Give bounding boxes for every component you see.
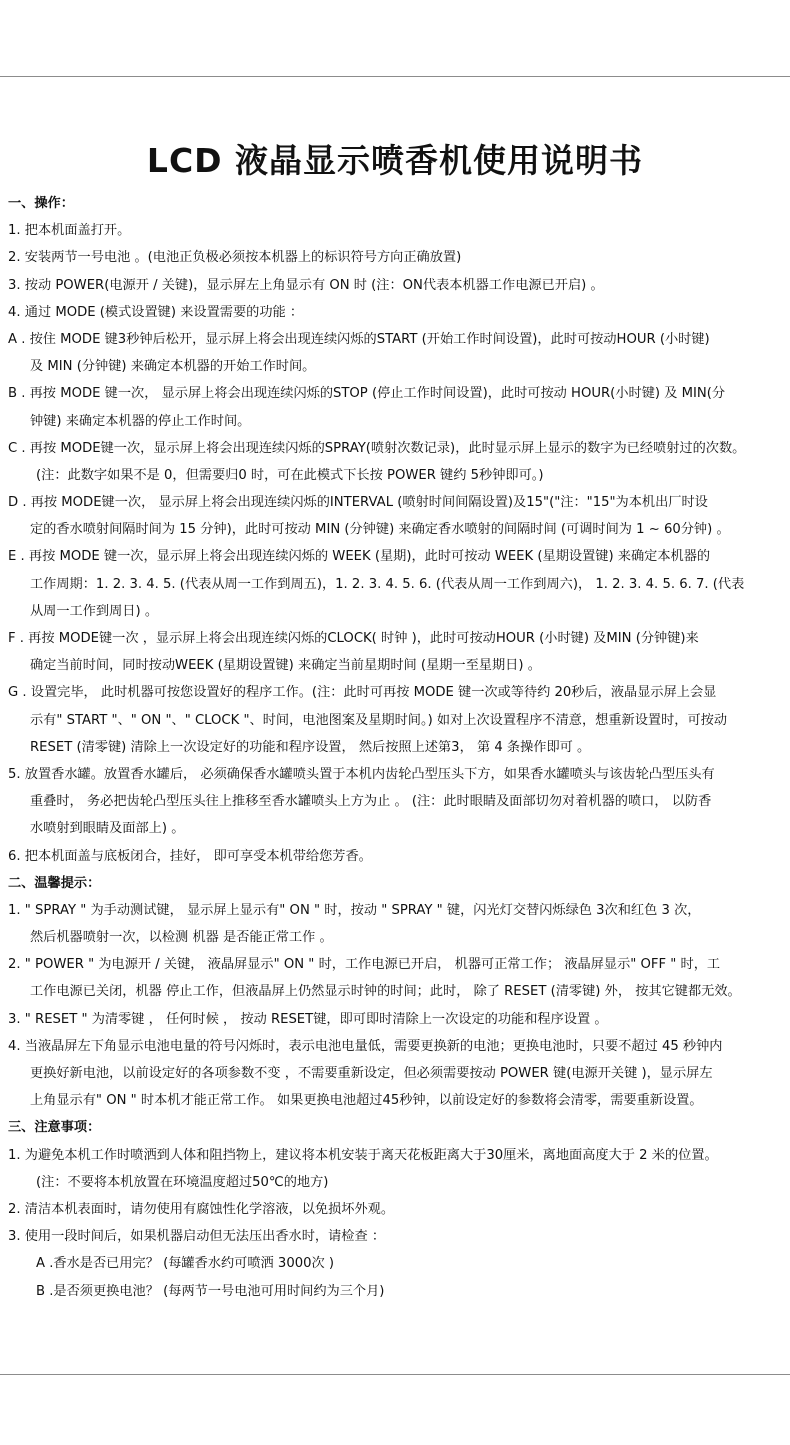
top-divider [0, 76, 790, 77]
instruction-continuation: 然后机器喷射一次，以检测 机器 是否能正常工作 。 [30, 930, 333, 946]
instruction-line: 2. 清洁本机表面时，请勿使用有腐蚀性化学溶液，以免损坏外观。 [8, 1201, 395, 1217]
instruction-line: 1. " SPRAY " 为手动测试键， 显示屏上显示有" ON " 时，按动 " SPRAY " 键，闪光灯交替闪烁绿色 3次和红色 3 次， [8, 902, 701, 918]
instruction-line: 4. 通过 MODE (模式设置键) 来设置需要的功能 ： [8, 304, 304, 320]
section-heading: 三、注意事项： [8, 1120, 101, 1136]
instruction-note: A .香水是否已用完？ (每罐香水约可喷洒 3000次 ) [36, 1256, 335, 1272]
instruction-continuation: 确定当前时间，同时按动WEEK (星期设置键) 来确定当前星期时间 (星期一至星期日) 。 [30, 658, 541, 674]
instruction-line: 3. 按动 POWER(电源开 / 关键)，显示屏左上角显示有 ON 时 (注：ON代表本机器工作电源已开启) 。 [8, 277, 604, 293]
instruction-line: 3. " RESET " 为清零键 ， 任何时候 ， 按动 RESET键，即可即时清除上一次设定的功能和程序设置 。 [8, 1011, 608, 1027]
instruction-line: 6. 把本机面盖与底板闭合，挂好， 即可享受本机带给您芳香。 [8, 848, 372, 864]
instruction-continuation: 更换好新电池，以前设定好的各项参数不变 ，不需要重新设定，但必须需要按动 POWER 键(电源开关键 )，显示屏左 [30, 1066, 713, 1081]
instruction-note: B .是否须更换电池？ (每两节一号电池可用时间约为三个月) [36, 1283, 385, 1299]
instruction-note: (注：不要将本机放置在环境温度超过50℃的地方) [36, 1174, 329, 1190]
instruction-continuation: RESET (清零键) 清除上一次设定好的功能和程序设置， 然后按照上述第3， 第 4 条操作即可 。 [30, 739, 591, 755]
instruction-continuation: 钟键) 来确定本机器的停止工作时间。 [30, 413, 251, 429]
instruction-line: 5. 放置香水罐。放置香水罐后， 必须确保香水罐喷头置于本机内齿轮凸型压头下方，如果香水罐喷头与该齿轮凸型压头有 [8, 766, 715, 782]
instruction-continuation: 定的香水喷射间隔时间为 15 分钟)，此时可按动 MIN (分钟键) 来确定香水喷射的间隔时间 (可调时间为 1 ~ 60分钟) 。 [30, 522, 730, 538]
instruction-line: 2. 安装两节一号电池 。(电池正负极必须按本机器上的标识符号方向正确放置) [8, 250, 462, 266]
instruction-continuation: 工作周期：1. 2. 3. 4. 5. (代表从周一工作到周五)，1. 2. 3. 4. 5. 6. (代表从周一工作到周六)， 1. 2. 3. 4. 5. 6. 7. (代表 [30, 576, 745, 592]
instruction-line: C . 再按 MODE键一次，显示屏上将会出现连续闪烁的SPRAY(喷射次数记录)，此时显示屏上显示的数字为已经喷射过的次数。 [8, 440, 746, 456]
instruction-line: 4. 当液晶屏左下角显示电池电量的符号闪烁时，表示电池电量低，需要更换新的电池；更换电池时，只要不超过 45 秒钟内 [8, 1038, 723, 1054]
instruction-line: G . 设置完毕， 此时机器可按您设置好的程序工作。(注：此时可再按 MODE 键一次或等待约 20秒后，液晶显示屏上会显 [8, 685, 717, 701]
instruction-continuation: 从周一工作到周日) 。 [30, 603, 159, 619]
instruction-line: 1. 把本机面盖打开。 [8, 223, 131, 239]
instruction-continuation: 上角显示有" ON " 时本机才能正常工作。 如果更换电池超过45秒钟，以前设定好的参数将会清零，需要重新设置。 [30, 1093, 703, 1109]
instructions-body [8, 190, 780, 1305]
instruction-continuation: 水喷射到眼睛及面部上) 。 [30, 821, 185, 837]
instruction-continuation: 及 MIN (分钟键) 来确定本机器的开始工作时间。 [30, 359, 316, 375]
instruction-continuation: 工作电源已关闭，机器 停止工作，但液晶屏上仍然显示时钟的时间；此时， 除了 RESET (清零键) 外， 按其它键都无效。 [30, 984, 741, 1000]
instruction-line: F . 再按 MODE键一次 ，显示屏上将会出现连续闪烁的CLOCK( 时钟 )，此时可按动HOUR (小时键) 及MIN (分钟键)来 [8, 631, 699, 646]
instruction-line: B . 再按 MODE 键一次， 显示屏上将会出现连续闪烁的STOP (停止工作时间设置)，此时可按动 HOUR(小时键) 及 MIN(分 [8, 386, 726, 402]
bottom-divider [0, 1374, 790, 1375]
instruction-line: 2. " POWER " 为电源开 / 关键， 液晶屏显示" ON " 时，工作电源已开启， 机器可正常工作； 液晶屏显示" OFF " 时，工 [8, 957, 721, 973]
document-title: LCD 液晶显示喷香机使用说明书 [146, 141, 644, 180]
section-heading: 二、温馨提示： [8, 875, 101, 891]
instruction-continuation: 重叠时， 务必把齿轮凸型压头往上推移至香水罐喷头上方为止 。 (注：此时眼睛及面部切勿对着机器的喷口， 以防香 [30, 794, 712, 810]
instruction-continuation: 示有" START "、" ON "、" CLOCK "、时间，电池图案及星期时间。) 如对上次设置程序不清意，想重新设置时，可按动 [30, 712, 728, 728]
instruction-note: (注：此数字如果不是 0，但需要归0 时，可在此模式下长按 POWER 键约 5秒钟即可。) [36, 467, 544, 483]
section-heading: 一、操作： [8, 196, 74, 211]
instruction-line: D . 再按 MODE键一次， 显示屏上将会出现连续闪烁的INTERVAL (喷射时间间隔设置)及15"("注："15"为本机出厂时设 [8, 495, 708, 511]
instruction-line: E . 再按 MODE 键一次，显示屏上将会出现连续闪烁的 WEEK (星期)，此时可按动 WEEK (星期设置键) 来确定本机器的 [8, 549, 711, 565]
instruction-line: 3. 使用一段时间后，如果机器启动但无法压出香水时，请检查 ： [8, 1229, 386, 1245]
instruction-line: 1. 为避免本机工作时喷洒到人体和阻挡物上，建议将本机安装于离天花板距离大于30厘米，离地面高度大于 2 米的位置。 [8, 1147, 718, 1163]
instruction-line: A . 按住 MODE 键3秒钟后松开，显示屏上将会出现连续闪烁的START (开始工作时间设置)，此时可按动HOUR (小时键) [8, 331, 710, 347]
